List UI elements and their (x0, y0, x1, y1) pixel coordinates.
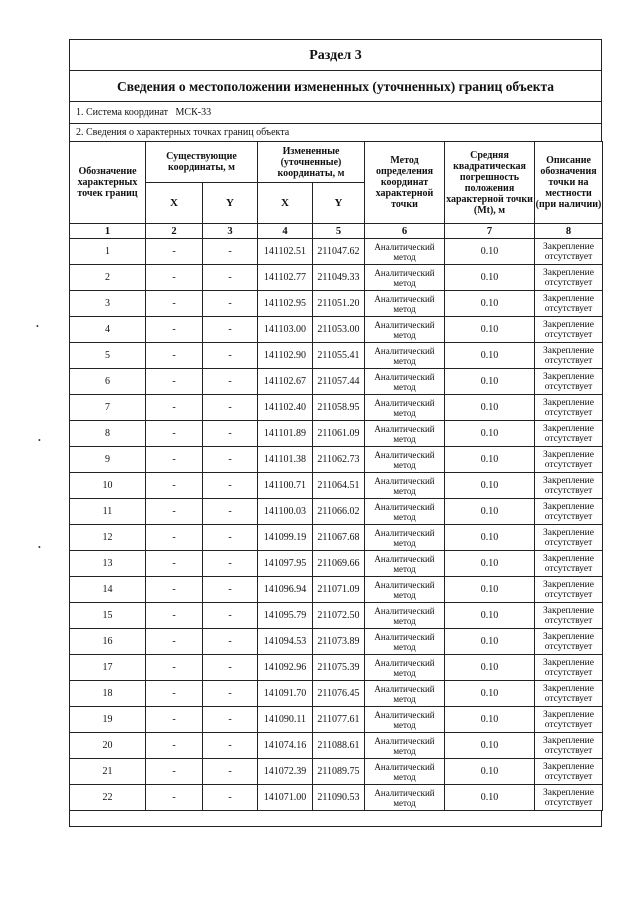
point-number-cell: 3 (70, 291, 146, 317)
existing-y-cell: - (203, 551, 258, 577)
method-cell: Аналитический метод (365, 317, 445, 343)
point-number-cell: 19 (70, 707, 146, 733)
point-number-cell: 15 (70, 603, 146, 629)
changed-x-cell: 141090.11 (258, 707, 313, 733)
changed-x-cell: 141096.94 (258, 577, 313, 603)
method-cell: Аналитический метод (365, 759, 445, 785)
point-number-cell: 21 (70, 759, 146, 785)
existing-x-cell: - (146, 473, 203, 499)
header-changed-x: X (258, 183, 313, 224)
changed-x-cell: 141100.71 (258, 473, 313, 499)
error-cell: 0.10 (445, 681, 535, 707)
existing-y-cell: - (203, 759, 258, 785)
table-row (70, 265, 603, 291)
error-cell: 0.10 (445, 733, 535, 759)
method-cell: Аналитический метод (365, 447, 445, 473)
description-cell: Закрепление отсутствует (535, 681, 603, 707)
changed-y-cell: 211075.39 (313, 655, 365, 681)
changed-x-cell: 141101.89 (258, 421, 313, 447)
column-number: 2 (146, 224, 203, 239)
table-row (70, 681, 603, 707)
description-cell: Закрепление отсутствует (535, 577, 603, 603)
existing-x-cell: - (146, 343, 203, 369)
changed-x-cell: 141094.53 (258, 629, 313, 655)
description-cell: Закрепление отсутствует (535, 447, 603, 473)
existing-y-cell: - (203, 265, 258, 291)
header-description: Описание обозначения точки на местности (при наличии) (535, 142, 603, 224)
existing-x-cell: - (146, 317, 203, 343)
header-error: Средняя квадратическая погрешность положения характерной точки (Mt), м (445, 142, 535, 224)
changed-y-cell: 211071.09 (313, 577, 365, 603)
existing-y-cell: - (203, 291, 258, 317)
point-number-cell: 8 (70, 421, 146, 447)
existing-x-cell: - (146, 291, 203, 317)
point-number-cell: 1 (70, 239, 146, 265)
table-row (70, 317, 603, 343)
section-subtitle: Сведения о местоположении измененных (уточненных) границ объекта (69, 70, 602, 101)
changed-y-cell: 211067.68 (313, 525, 365, 551)
method-cell: Аналитический метод (365, 421, 445, 447)
point-number-cell: 6 (70, 369, 146, 395)
method-cell: Аналитический метод (365, 499, 445, 525)
table-row (70, 473, 603, 499)
existing-y-cell: - (203, 369, 258, 395)
existing-x-cell: - (146, 759, 203, 785)
changed-x-cell: 141103.00 (258, 317, 313, 343)
description-cell: Закрепление отсутствует (535, 655, 603, 681)
error-cell: 0.10 (445, 421, 535, 447)
existing-y-cell: - (203, 473, 258, 499)
changed-y-cell: 211076.45 (313, 681, 365, 707)
changed-x-cell: 141102.77 (258, 265, 313, 291)
existing-y-cell: - (203, 239, 258, 265)
error-cell: 0.10 (445, 759, 535, 785)
description-cell: Закрепление отсутствует (535, 629, 603, 655)
method-cell: Аналитический метод (365, 707, 445, 733)
description-cell: Закрепление отсутствует (535, 369, 603, 395)
existing-x-cell: - (146, 707, 203, 733)
point-number-cell: 11 (70, 499, 146, 525)
existing-y-cell: - (203, 733, 258, 759)
existing-y-cell: - (203, 655, 258, 681)
method-cell: Аналитический метод (365, 395, 445, 421)
existing-x-cell: - (146, 785, 203, 811)
coord-system-value: МСК-33 (175, 107, 212, 118)
error-cell: 0.10 (445, 629, 535, 655)
method-cell: Аналитический метод (365, 239, 445, 265)
table-row (70, 369, 603, 395)
existing-y-cell: - (203, 343, 258, 369)
table-row (70, 629, 603, 655)
point-number-cell: 13 (70, 551, 146, 577)
table-row (70, 239, 603, 265)
description-cell: Закрепление отсутствует (535, 473, 603, 499)
description-cell: Закрепление отсутствует (535, 239, 603, 265)
changed-y-cell: 211049.33 (313, 265, 365, 291)
existing-x-cell: - (146, 525, 203, 551)
error-cell: 0.10 (445, 265, 535, 291)
margin-mark: • (36, 322, 39, 331)
point-number-cell: 10 (70, 473, 146, 499)
error-cell: 0.10 (445, 317, 535, 343)
changed-y-cell: 211072.50 (313, 603, 365, 629)
existing-x-cell: - (146, 395, 203, 421)
existing-x-cell: - (146, 499, 203, 525)
changed-y-cell: 211058.95 (313, 395, 365, 421)
table-row (70, 499, 603, 525)
error-cell: 0.10 (445, 447, 535, 473)
changed-y-cell: 211047.62 (313, 239, 365, 265)
table-row (70, 291, 603, 317)
error-cell: 0.10 (445, 343, 535, 369)
coord-system-line (69, 101, 602, 123)
existing-x-cell: - (146, 551, 203, 577)
description-cell: Закрепление отсутствует (535, 551, 603, 577)
method-cell: Аналитический метод (365, 785, 445, 811)
description-cell: Закрепление отсутствует (535, 499, 603, 525)
method-cell: Аналитический метод (365, 629, 445, 655)
existing-x-cell: - (146, 239, 203, 265)
point-number-cell: 7 (70, 395, 146, 421)
coord-system-label: 1. Система координат (76, 107, 169, 118)
table-row (70, 759, 603, 785)
existing-y-cell: - (203, 421, 258, 447)
existing-y-cell: - (203, 317, 258, 343)
method-cell: Аналитический метод (365, 265, 445, 291)
existing-x-cell: - (146, 369, 203, 395)
table-row (70, 707, 603, 733)
method-cell: Аналитический метод (365, 603, 445, 629)
point-number-cell: 2 (70, 265, 146, 291)
table-row (70, 551, 603, 577)
existing-x-cell: - (146, 265, 203, 291)
table-row (70, 655, 603, 681)
changed-y-cell: 211061.09 (313, 421, 365, 447)
changed-y-cell: 211069.66 (313, 551, 365, 577)
description-cell: Закрепление отсутствует (535, 343, 603, 369)
changed-y-cell: 211051.20 (313, 291, 365, 317)
changed-x-cell: 141102.67 (258, 369, 313, 395)
existing-y-cell: - (203, 395, 258, 421)
method-cell: Аналитический метод (365, 343, 445, 369)
point-number-cell: 18 (70, 681, 146, 707)
table-row (70, 733, 603, 759)
column-number: 4 (258, 224, 313, 239)
changed-y-cell: 211053.00 (313, 317, 365, 343)
table-footer (69, 811, 602, 827)
header-changed: Измененные (уточненные) координаты, м (258, 142, 365, 183)
changed-x-cell: 141100.03 (258, 499, 313, 525)
method-cell: Аналитический метод (365, 291, 445, 317)
changed-x-cell: 141102.51 (258, 239, 313, 265)
changed-y-cell: 211064.51 (313, 473, 365, 499)
description-cell: Закрепление отсутствует (535, 291, 603, 317)
header-changed-y: Y (313, 183, 365, 224)
error-cell: 0.10 (445, 473, 535, 499)
changed-x-cell: 141092.96 (258, 655, 313, 681)
method-cell: Аналитический метод (365, 577, 445, 603)
point-number-cell: 5 (70, 343, 146, 369)
point-number-cell: 16 (70, 629, 146, 655)
header-existing-x: X (146, 183, 203, 224)
method-cell: Аналитический метод (365, 369, 445, 395)
method-cell: Аналитический метод (365, 473, 445, 499)
points-label: 2. Сведения о характерных точках границ объекта (69, 123, 602, 141)
table-row (70, 785, 603, 811)
existing-x-cell: - (146, 655, 203, 681)
changed-y-cell: 211066.02 (313, 499, 365, 525)
description-cell: Закрепление отсутствует (535, 603, 603, 629)
changed-x-cell: 141074.16 (258, 733, 313, 759)
table-row (70, 447, 603, 473)
existing-y-cell: - (203, 525, 258, 551)
changed-x-cell: 141102.95 (258, 291, 313, 317)
header-existing: Существующие координаты, м (146, 142, 258, 183)
changed-x-cell: 141099.19 (258, 525, 313, 551)
error-cell: 0.10 (445, 369, 535, 395)
points-table (69, 141, 603, 811)
changed-x-cell: 141102.40 (258, 395, 313, 421)
changed-y-cell: 211073.89 (313, 629, 365, 655)
changed-x-cell: 141091.70 (258, 681, 313, 707)
description-cell: Закрепление отсутствует (535, 525, 603, 551)
description-cell: Закрепление отсутствует (535, 785, 603, 811)
point-number-cell: 14 (70, 577, 146, 603)
column-number: 6 (365, 224, 445, 239)
error-cell: 0.10 (445, 525, 535, 551)
point-number-cell: 17 (70, 655, 146, 681)
margin-mark: • (38, 436, 41, 445)
table-row (70, 525, 603, 551)
existing-y-cell: - (203, 681, 258, 707)
point-number-cell: 12 (70, 525, 146, 551)
table-row (70, 343, 603, 369)
existing-x-cell: - (146, 603, 203, 629)
existing-y-cell: - (203, 707, 258, 733)
description-cell: Закрепление отсутствует (535, 395, 603, 421)
existing-x-cell: - (146, 733, 203, 759)
point-number-cell: 4 (70, 317, 146, 343)
error-cell: 0.10 (445, 577, 535, 603)
existing-y-cell: - (203, 603, 258, 629)
header-method: Метод определения координат характерной точки (365, 142, 445, 224)
existing-y-cell: - (203, 785, 258, 811)
error-cell: 0.10 (445, 655, 535, 681)
changed-x-cell: 141102.90 (258, 343, 313, 369)
document-page (69, 39, 602, 827)
column-number: 8 (535, 224, 603, 239)
existing-y-cell: - (203, 577, 258, 603)
changed-x-cell: 141071.00 (258, 785, 313, 811)
method-cell: Аналитический метод (365, 525, 445, 551)
column-number: 5 (313, 224, 365, 239)
header-designation: Обозначение характерных точек границ (70, 142, 146, 224)
error-cell: 0.10 (445, 707, 535, 733)
method-cell: Аналитический метод (365, 733, 445, 759)
existing-x-cell: - (146, 577, 203, 603)
description-cell: Закрепление отсутствует (535, 759, 603, 785)
error-cell: 0.10 (445, 551, 535, 577)
existing-x-cell: - (146, 421, 203, 447)
error-cell: 0.10 (445, 785, 535, 811)
changed-y-cell: 211089.75 (313, 759, 365, 785)
existing-y-cell: - (203, 499, 258, 525)
error-cell: 0.10 (445, 603, 535, 629)
existing-x-cell: - (146, 681, 203, 707)
existing-y-cell: - (203, 629, 258, 655)
error-cell: 0.10 (445, 499, 535, 525)
table-row (70, 421, 603, 447)
description-cell: Закрепление отсутствует (535, 707, 603, 733)
existing-x-cell: - (146, 629, 203, 655)
margin-mark: • (38, 543, 41, 552)
description-cell: Закрепление отсутствует (535, 421, 603, 447)
point-number-cell: 22 (70, 785, 146, 811)
changed-y-cell: 211088.61 (313, 733, 365, 759)
header-existing-y: Y (203, 183, 258, 224)
changed-y-cell: 211090.53 (313, 785, 365, 811)
table-row (70, 395, 603, 421)
method-cell: Аналитический метод (365, 681, 445, 707)
error-cell: 0.10 (445, 239, 535, 265)
changed-x-cell: 141101.38 (258, 447, 313, 473)
table-row (70, 603, 603, 629)
method-cell: Аналитический метод (365, 655, 445, 681)
section-title: Раздел 3 (69, 39, 602, 70)
error-cell: 0.10 (445, 395, 535, 421)
method-cell: Аналитический метод (365, 551, 445, 577)
existing-x-cell: - (146, 447, 203, 473)
changed-y-cell: 211062.73 (313, 447, 365, 473)
changed-y-cell: 211057.44 (313, 369, 365, 395)
changed-y-cell: 211055.41 (313, 343, 365, 369)
description-cell: Закрепление отсутствует (535, 733, 603, 759)
changed-x-cell: 141097.95 (258, 551, 313, 577)
error-cell: 0.10 (445, 291, 535, 317)
point-number-cell: 20 (70, 733, 146, 759)
column-number: 1 (70, 224, 146, 239)
changed-y-cell: 211077.61 (313, 707, 365, 733)
changed-x-cell: 141072.39 (258, 759, 313, 785)
point-number-cell: 9 (70, 447, 146, 473)
changed-x-cell: 141095.79 (258, 603, 313, 629)
existing-y-cell: - (203, 447, 258, 473)
description-cell: Закрепление отсутствует (535, 265, 603, 291)
column-number: 7 (445, 224, 535, 239)
table-row (70, 577, 603, 603)
description-cell: Закрепление отсутствует (535, 317, 603, 343)
column-number: 3 (203, 224, 258, 239)
